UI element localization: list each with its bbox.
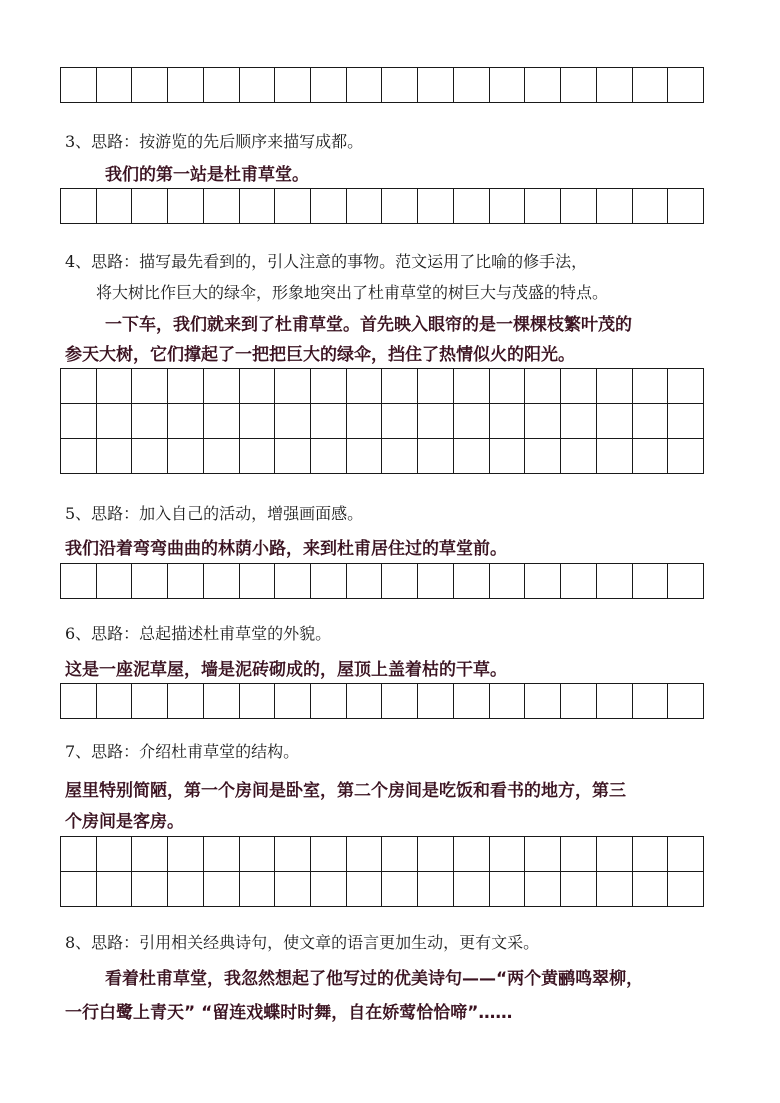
grid-cell[interactable]	[525, 439, 561, 474]
grid-cell[interactable]	[61, 369, 97, 404]
grid-cell[interactable]	[132, 564, 168, 599]
grid-cell[interactable]	[275, 439, 311, 474]
grid-cell[interactable]	[97, 68, 133, 103]
grid-cell[interactable]	[633, 189, 669, 224]
grid-cell[interactable]	[418, 837, 454, 872]
grid-cell[interactable]	[168, 684, 204, 719]
writing-grid-6[interactable]	[60, 683, 704, 719]
grid-cell[interactable]	[347, 404, 383, 439]
model-8-line-1: 看着杜甫草堂，我忽然想起了他写过的优美诗句——“两个黄鹂鸣翠柳，	[105, 969, 644, 989]
grid-cell[interactable]	[132, 837, 168, 872]
grid-cell[interactable]	[240, 404, 276, 439]
grid-cell[interactable]	[668, 837, 704, 872]
grid-cell[interactable]	[668, 189, 704, 224]
grid-cell[interactable]	[311, 684, 347, 719]
grid-cell[interactable]	[132, 872, 168, 907]
writing-grid-3[interactable]	[60, 188, 704, 224]
grid-cell[interactable]	[168, 68, 204, 103]
grid-cell[interactable]	[275, 684, 311, 719]
hint-4-line-2: 将大树比作巨大的绿伞，形象地突出了杜甫草堂的树巨大与茂盛的特点。	[96, 283, 609, 302]
grid-cell[interactable]	[382, 68, 418, 103]
grid-cell[interactable]	[132, 684, 168, 719]
grid-cell[interactable]	[490, 68, 526, 103]
model-5-line-1: 我们沿着弯弯曲曲的林荫小路，来到杜甫居住过的草堂前。	[65, 539, 507, 559]
grid-cell[interactable]	[454, 369, 490, 404]
grid-cell[interactable]	[168, 439, 204, 474]
grid-cell[interactable]	[668, 439, 704, 474]
grid-cell[interactable]	[97, 369, 133, 404]
grid-cell[interactable]	[668, 369, 704, 404]
grid-cell[interactable]	[561, 564, 597, 599]
grid-cell[interactable]	[597, 872, 633, 907]
grid-cell[interactable]	[61, 837, 97, 872]
grid-cell[interactable]	[97, 872, 133, 907]
grid-cell[interactable]	[525, 404, 561, 439]
grid-cell[interactable]	[454, 189, 490, 224]
writing-grid-1[interactable]	[60, 67, 704, 103]
writing-grid-7[interactable]	[60, 836, 704, 907]
grid-cell[interactable]	[561, 837, 597, 872]
grid-cell[interactable]	[382, 872, 418, 907]
model-4-line-1: 一下车，我们就来到了杜甫草堂。首先映入眼帘的是一棵棵枝繁叶茂的	[105, 315, 632, 335]
grid-cell[interactable]	[382, 564, 418, 599]
grid-cell[interactable]	[132, 439, 168, 474]
grid-cell[interactable]	[347, 68, 383, 103]
grid-cell[interactable]	[97, 564, 133, 599]
grid-cell[interactable]	[561, 684, 597, 719]
grid-cell[interactable]	[240, 684, 276, 719]
grid-cell[interactable]	[204, 872, 240, 907]
grid-cell[interactable]	[490, 564, 526, 599]
grid-cell[interactable]	[168, 872, 204, 907]
grid-cell[interactable]	[204, 439, 240, 474]
grid-cell[interactable]	[382, 837, 418, 872]
grid-cell[interactable]	[204, 189, 240, 224]
grid-cell[interactable]	[204, 684, 240, 719]
grid-cell[interactable]	[561, 369, 597, 404]
grid-cell[interactable]	[454, 439, 490, 474]
grid-cell[interactable]	[454, 68, 490, 103]
grid-cell[interactable]	[61, 404, 97, 439]
model-6-line-1: 这是一座泥草屋，墙是泥砖砌成的，屋顶上盖着枯的干草。	[65, 660, 507, 680]
grid-cell[interactable]	[347, 369, 383, 404]
grid-cell[interactable]	[347, 439, 383, 474]
grid-cell[interactable]	[454, 837, 490, 872]
grid-cell[interactable]	[418, 404, 454, 439]
grid-cell[interactable]	[168, 189, 204, 224]
grid-cell[interactable]	[668, 684, 704, 719]
grid-cell[interactable]	[525, 369, 561, 404]
grid-cell[interactable]	[561, 189, 597, 224]
grid-cell[interactable]	[633, 872, 669, 907]
grid-cell[interactable]	[382, 439, 418, 474]
grid-cell[interactable]	[240, 439, 276, 474]
grid-cell[interactable]	[168, 369, 204, 404]
grid-cell[interactable]	[525, 872, 561, 907]
grid-cell[interactable]	[490, 189, 526, 224]
grid-cell[interactable]	[382, 189, 418, 224]
grid-cell[interactable]	[311, 837, 347, 872]
grid-cell[interactable]	[61, 439, 97, 474]
grid-cell[interactable]	[61, 68, 97, 103]
grid-cell[interactable]	[490, 837, 526, 872]
grid-cell[interactable]	[490, 439, 526, 474]
hint-5: 5、思路：加入自己的活动，增强画面感。	[65, 504, 364, 523]
grid-cell[interactable]	[204, 68, 240, 103]
grid-cell[interactable]	[61, 684, 97, 719]
grid-cell[interactable]	[454, 404, 490, 439]
grid-cell[interactable]	[597, 684, 633, 719]
grid-cell[interactable]	[597, 564, 633, 599]
grid-cell[interactable]	[525, 837, 561, 872]
grid-cell[interactable]	[240, 564, 276, 599]
grid-cell[interactable]	[240, 837, 276, 872]
hint-4: 4、思路：描写最先看到的，引人注意的事物。范文运用了比喻的修手法，	[65, 252, 588, 271]
grid-cell[interactable]	[633, 68, 669, 103]
grid-cell[interactable]	[240, 872, 276, 907]
grid-cell[interactable]	[668, 564, 704, 599]
grid-cell[interactable]	[275, 68, 311, 103]
grid-cell[interactable]	[668, 68, 704, 103]
grid-cell[interactable]	[61, 872, 97, 907]
grid-cell[interactable]	[454, 564, 490, 599]
grid-cell[interactable]	[240, 369, 276, 404]
hint-8: 8、思路：引用相关经典诗句，使文章的语言更加生动，更有文采。	[65, 933, 540, 952]
grid-cell[interactable]	[168, 404, 204, 439]
grid-cell[interactable]	[418, 872, 454, 907]
hint-3: 3、思路：按游览的先后顺序来描写成都。	[65, 132, 364, 151]
grid-cell[interactable]	[347, 189, 383, 224]
grid-cell[interactable]	[240, 189, 276, 224]
hint-7: 7、思路：介绍杜甫草堂的结构。	[65, 742, 300, 761]
grid-cell[interactable]	[311, 68, 347, 103]
grid-cell[interactable]	[490, 369, 526, 404]
grid-cell[interactable]	[311, 439, 347, 474]
writing-grid-4[interactable]	[60, 368, 704, 474]
grid-cell[interactable]	[418, 684, 454, 719]
grid-cell[interactable]	[97, 837, 133, 872]
grid-cell[interactable]	[633, 684, 669, 719]
grid-cell[interactable]	[275, 564, 311, 599]
grid-cell[interactable]	[633, 369, 669, 404]
grid-cell[interactable]	[275, 189, 311, 224]
writing-grid-5[interactable]	[60, 563, 704, 599]
grid-cell[interactable]	[597, 189, 633, 224]
grid-cell[interactable]	[597, 837, 633, 872]
grid-cell[interactable]	[311, 872, 347, 907]
grid-cell[interactable]	[418, 564, 454, 599]
grid-cell[interactable]	[490, 404, 526, 439]
grid-cell[interactable]	[490, 872, 526, 907]
grid-cell[interactable]	[275, 872, 311, 907]
grid-cell[interactable]	[382, 404, 418, 439]
grid-cell[interactable]	[204, 564, 240, 599]
grid-cell[interactable]	[633, 837, 669, 872]
grid-cell[interactable]	[418, 439, 454, 474]
grid-cell[interactable]	[525, 189, 561, 224]
grid-cell[interactable]	[311, 189, 347, 224]
model-8-line-2: 一行白鹭上青天” “留连戏蝶时时舞，自在娇莺恰恰啼”……	[65, 1003, 513, 1023]
grid-cell[interactable]	[561, 439, 597, 474]
grid-cell[interactable]	[597, 404, 633, 439]
model-4-line-2: 参天大树，它们撑起了一把把巨大的绿伞，挡住了热情似火的阳光。	[65, 345, 575, 365]
grid-cell[interactable]	[525, 564, 561, 599]
grid-cell[interactable]	[132, 68, 168, 103]
grid-cell[interactable]	[561, 404, 597, 439]
grid-cell[interactable]	[97, 439, 133, 474]
grid-cell[interactable]	[97, 189, 133, 224]
grid-cell[interactable]	[204, 837, 240, 872]
grid-cell[interactable]	[668, 404, 704, 439]
grid-cell[interactable]	[204, 404, 240, 439]
grid-cell[interactable]	[132, 369, 168, 404]
grid-cell[interactable]	[597, 439, 633, 474]
grid-cell[interactable]	[275, 404, 311, 439]
model-3-line-1: 我们的第一站是杜甫草堂。	[105, 165, 309, 185]
grid-cell[interactable]	[347, 872, 383, 907]
grid-cell[interactable]	[382, 369, 418, 404]
grid-cell[interactable]	[97, 684, 133, 719]
grid-cell[interactable]	[61, 189, 97, 224]
grid-cell[interactable]	[168, 837, 204, 872]
grid-cell[interactable]	[597, 68, 633, 103]
grid-cell[interactable]	[347, 837, 383, 872]
grid-cell[interactable]	[633, 564, 669, 599]
grid-cell[interactable]	[168, 564, 204, 599]
grid-cell[interactable]	[418, 369, 454, 404]
grid-cell[interactable]	[525, 684, 561, 719]
grid-cell[interactable]	[454, 684, 490, 719]
grid-cell[interactable]	[311, 564, 347, 599]
grid-cell[interactable]	[347, 684, 383, 719]
grid-cell[interactable]	[240, 68, 276, 103]
grid-cell[interactable]	[275, 837, 311, 872]
model-7-line-1: 屋里特别简陋，第一个房间是卧室，第二个房间是吃饭和看书的地方，第三	[65, 781, 626, 801]
grid-cell[interactable]	[525, 68, 561, 103]
grid-cell[interactable]	[561, 68, 597, 103]
grid-cell[interactable]	[311, 404, 347, 439]
grid-cell[interactable]	[418, 189, 454, 224]
model-7-line-2: 个房间是客房。	[65, 812, 184, 832]
grid-cell[interactable]	[132, 404, 168, 439]
grid-cell[interactable]	[418, 68, 454, 103]
grid-cell[interactable]	[490, 684, 526, 719]
grid-cell[interactable]	[347, 564, 383, 599]
grid-cell[interactable]	[454, 872, 490, 907]
grid-cell[interactable]	[61, 564, 97, 599]
grid-cell[interactable]	[275, 369, 311, 404]
grid-cell[interactable]	[382, 684, 418, 719]
grid-cell[interactable]	[561, 872, 597, 907]
grid-cell[interactable]	[633, 439, 669, 474]
grid-cell[interactable]	[204, 369, 240, 404]
grid-cell[interactable]	[633, 404, 669, 439]
hint-6: 6、思路：总起描述杜甫草堂的外貌。	[65, 624, 332, 643]
grid-cell[interactable]	[597, 369, 633, 404]
grid-cell[interactable]	[132, 189, 168, 224]
grid-cell[interactable]	[97, 404, 133, 439]
grid-cell[interactable]	[311, 369, 347, 404]
grid-cell[interactable]	[668, 872, 704, 907]
